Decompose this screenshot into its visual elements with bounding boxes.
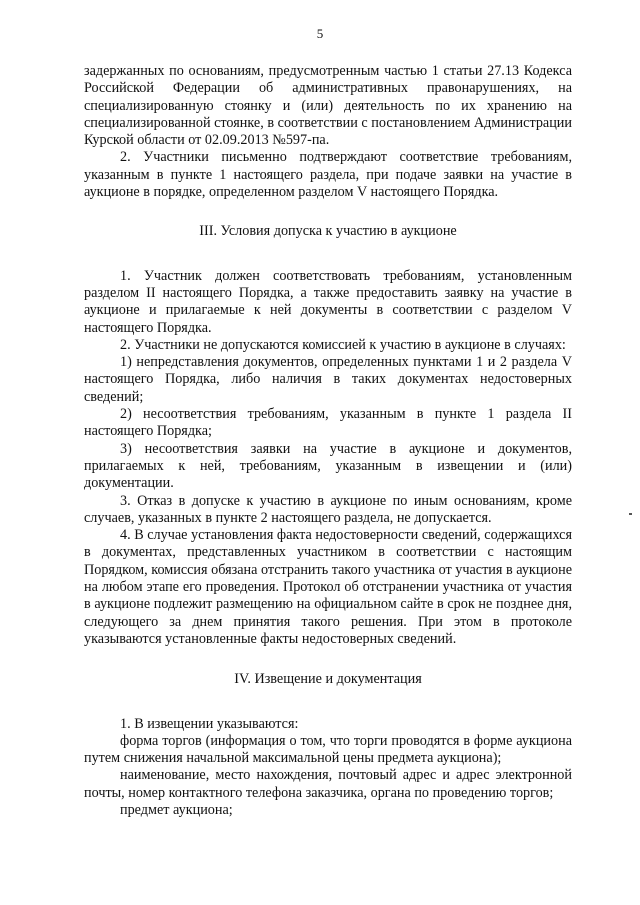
paragraph-section4-name: наименование, место нахождения, почтовый адрес и адрес электронной почты, номер контактного телефона заказчика, органа по проведению торгов; — [84, 767, 572, 801]
paragraph-section4-item1: 1. В извещении указываются: — [120, 715, 299, 732]
paragraph-section3-item2: 2. Участники не допускаются комиссией к участию в аукционе в случаях: — [120, 336, 566, 353]
paragraph-section3-item1: 1. Участник должен соответствовать требованиям, установленным разделом II настоящего Порядка, а также предоставить заявку на участие в аукционе и прилагаемые к ней документы в соответствии с разделом V настоящего Порядка. — [84, 267, 572, 336]
document-body — [84, 63, 572, 819]
section-heading-iii: III. Условия допуска к участию в аукционе — [199, 223, 457, 240]
paragraph-section3-sub3: 3) несоответствия заявки на участие в аукционе и документов, прилагаемых к ней, требованиям, указанным в извещении и (или) документации. — [84, 440, 572, 492]
paragraph-section4-form: форма торгов (информация о том, что торги проводятся в форме аукциона путем снижения начальной максимальной цены предмета аукциона); — [84, 732, 572, 767]
paragraph-section3-sub1: 1) непредставления документов, определенных пунктами 1 и 2 раздела V настоящего Порядка, либо наличия в таких документах недостоверных сведений; — [84, 354, 572, 405]
section-heading-iv: IV. Извещение и документация — [234, 671, 422, 688]
paragraph-section3-item3: 3. Отказ в допуске к участию в аукционе по иным основаниям, кроме случаев, указанных в пункте 2 настоящего раздела, не допускается. — [84, 492, 572, 526]
paragraph-section2-item2: 2. Участники письменно подтверждают соответствие требованиям, указанным в пункте 1 настоящего раздела, при подаче заявки на участие в аукционе в порядке, определенном разделом V настоящего Порядка. — [84, 149, 572, 201]
scan-mark — [629, 513, 632, 515]
paragraph-continuation: задержанных по основаниям, предусмотренным частью 1 статьи 27.13 Кодекса Российской Федерации об административных правонарушениях, на специализированную стоянку и (или) деятельность по их хранению на специализированной стоянке, в соответствии с постановлением Администрации Курской области от 02.09.2013 №597-па. — [84, 63, 572, 149]
paragraph-section3-sub2: 2) несоответствия требованиям, указанным в пункте 1 раздела II настоящего Порядка; — [84, 406, 572, 440]
page-number: 5 — [316, 26, 324, 41]
paragraph-section3-item4: 4. В случае установления факта недостоверности сведений, содержащихся в документах, представленных участником в соответствии с настоящим Порядком, комиссия обязана отстранить такого участника от участия в аукционе на любом этапе его проведения. Протокол об отстранении участника от участия в аукционе подлежит размещению на официальном сайте в срок не позднее дня, следующего за днем принятия такого решения. При этом в протоколе указываются установленные факты недостоверных сведений. — [84, 527, 572, 647]
paragraph-section4-subject: предмет аукциона; — [120, 801, 233, 818]
